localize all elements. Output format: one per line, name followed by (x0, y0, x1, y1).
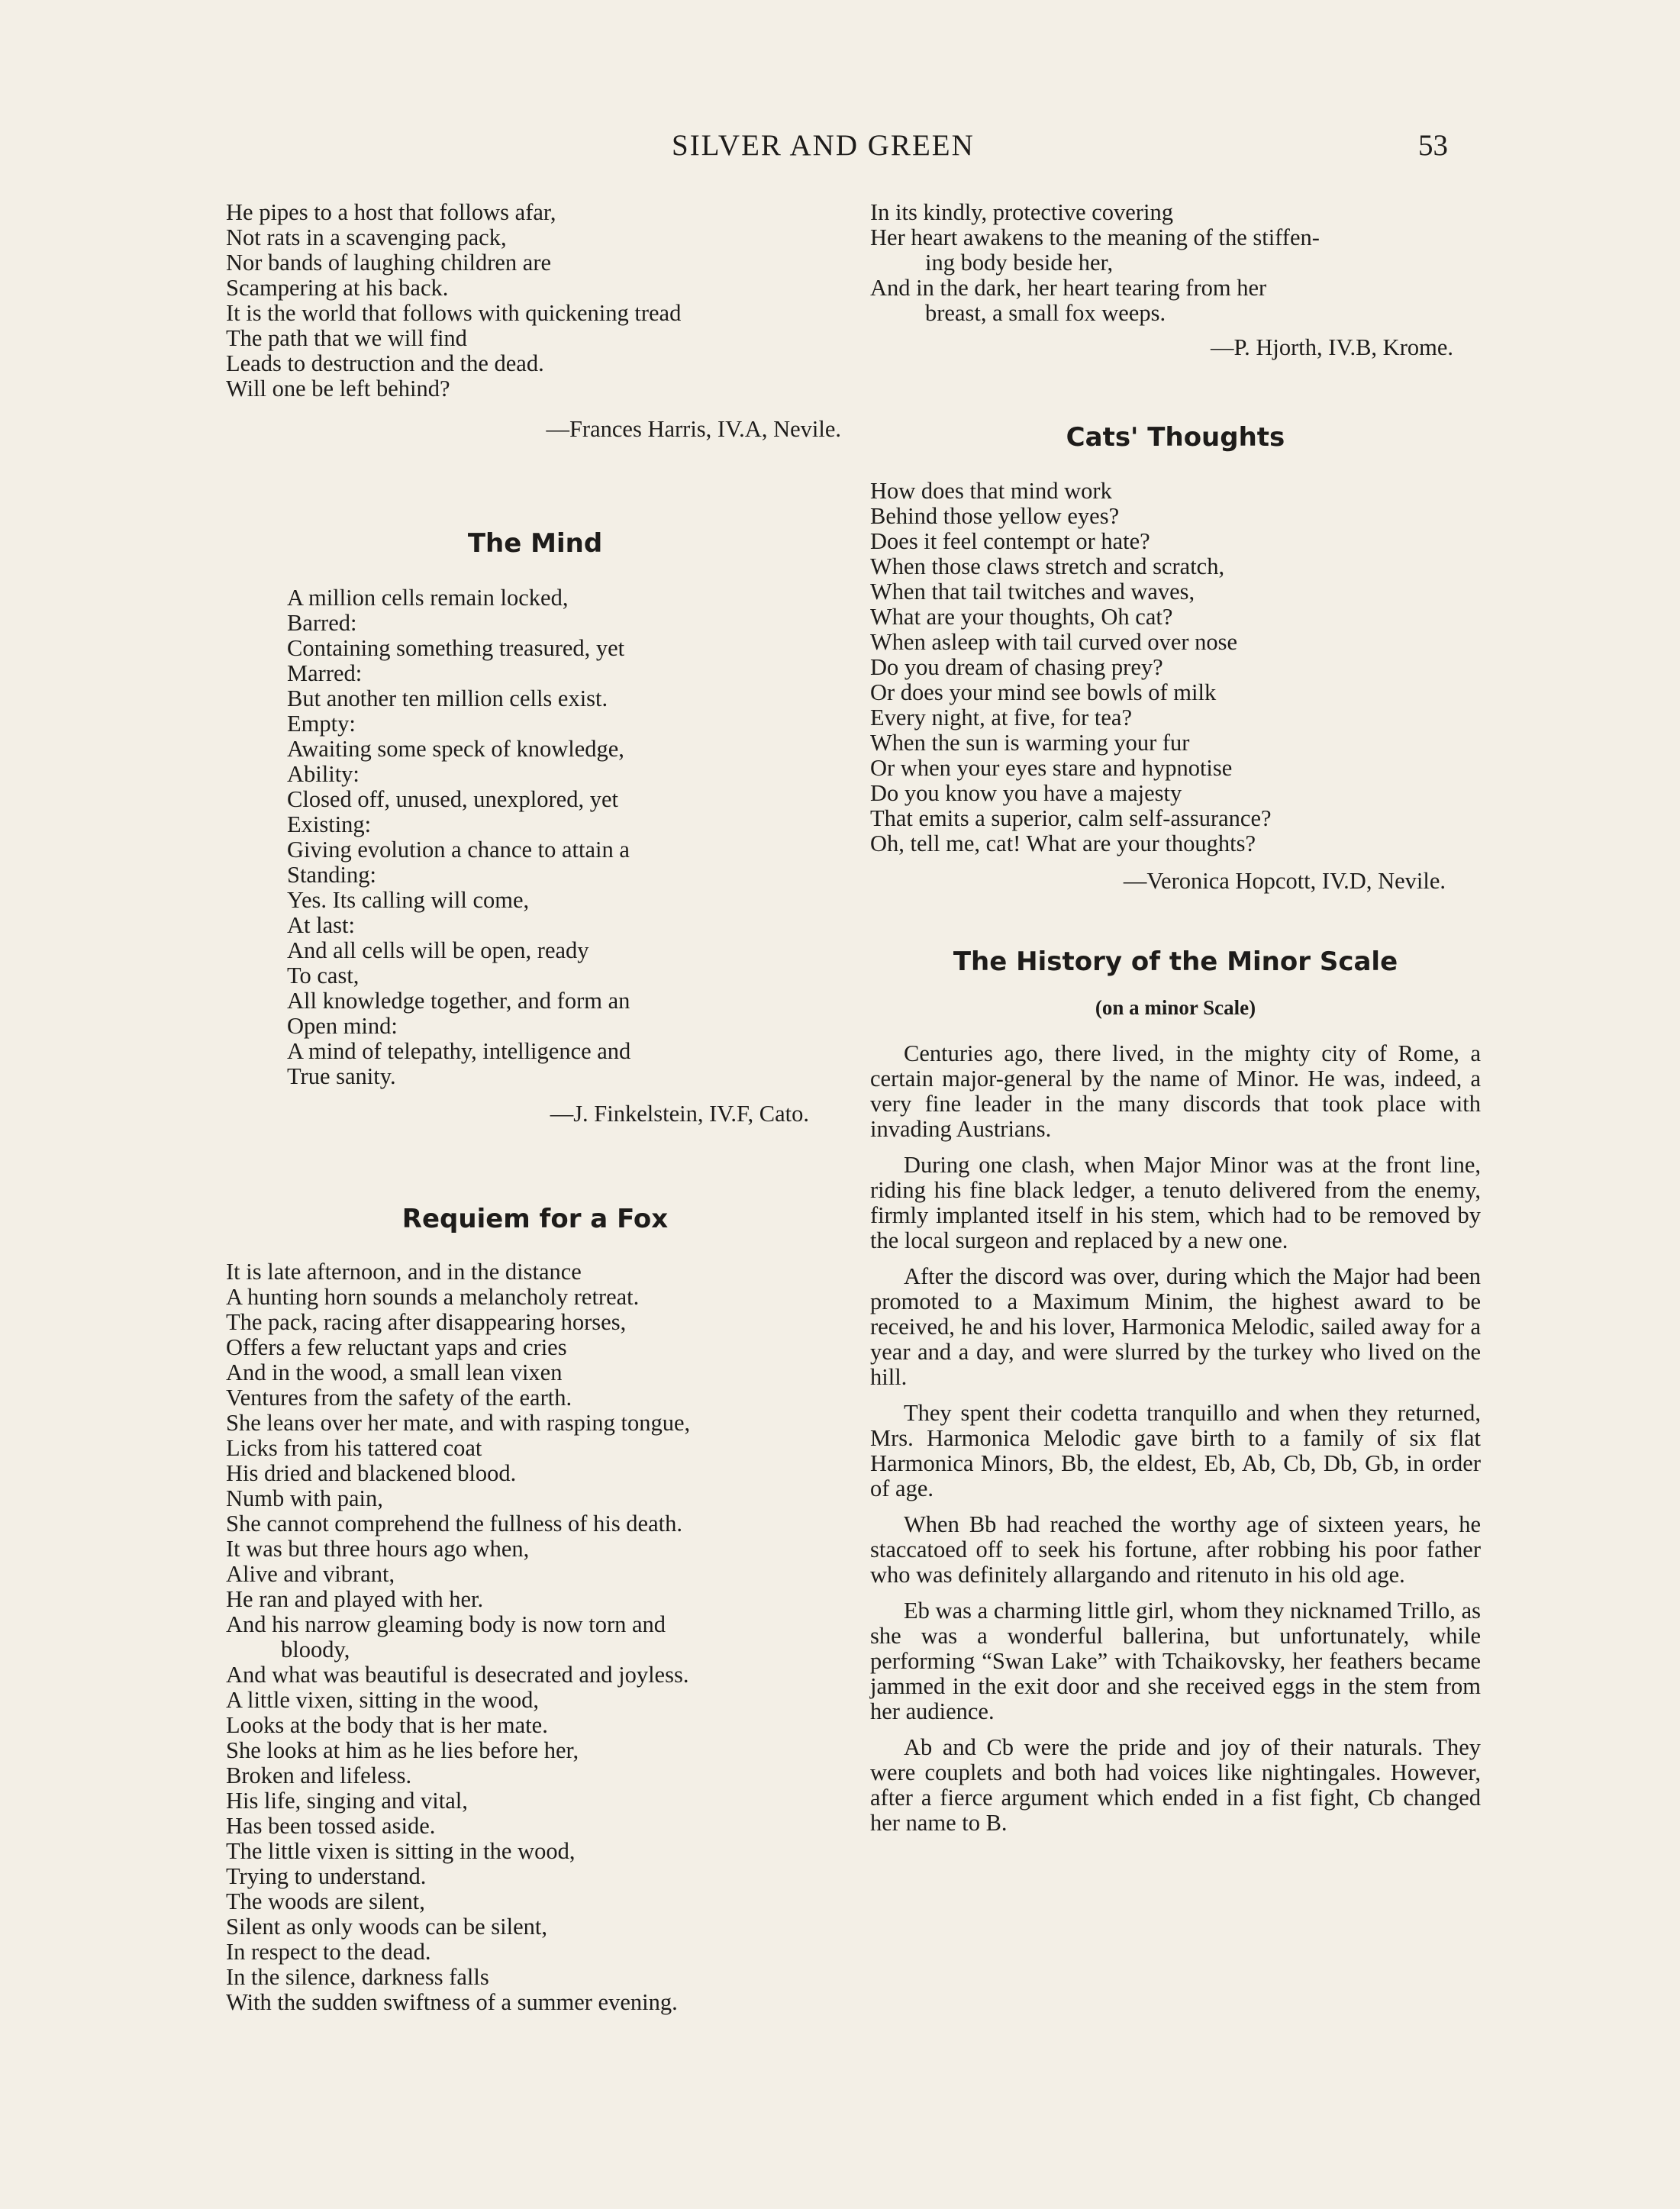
poem-line: She leans over her mate, and with rasping tongue, (226, 1410, 691, 1436)
poem-line: The path that we will find (226, 325, 467, 351)
poem-line: ing body beside her, (925, 250, 1114, 276)
poem-line: Trying to understand. (226, 1863, 427, 1889)
poem-line: Do you dream of chasing prey? (870, 654, 1163, 680)
poem-line: Yes. Its calling will come, (287, 887, 530, 913)
poem-line: Marred: (287, 660, 363, 686)
poem-line: And what was beautiful is desecrated and joyless. (226, 1662, 689, 1688)
story-subtitle: (on a minor Scale) (1095, 996, 1256, 1019)
poem-line: Giving evolution a chance to attain a (287, 837, 630, 863)
poem-line: Alive and vibrant, (226, 1561, 395, 1587)
poem-line: Awaiting some speck of knowledge, (287, 736, 624, 762)
poem-line: Behind those yellow eyes? (870, 503, 1120, 529)
poem-line: How does that mind work (870, 478, 1112, 504)
poem-line: Or does your mind see bowls of milk (870, 679, 1217, 705)
poem-line: Every night, at five, for tea? (870, 705, 1132, 730)
poem-line: All knowledge together, and form an (287, 988, 630, 1014)
poem-line: At last: (287, 912, 355, 938)
poem-line: It is late afternoon, and in the distance (226, 1259, 582, 1285)
poem-line: Ventures from the safety of the earth. (226, 1385, 572, 1411)
story-paragraph: When Bb had reached the worthy age of sixteen years, he staccatoed off to seek his fortune, after robbing his poor father who was definitely allargando and ritenuto in his old age. (870, 1511, 1481, 1588)
poem-line: Scampering at his back. (226, 275, 449, 301)
poem-line: It was but three hours ago when, (226, 1536, 530, 1562)
poem-title-requiem: Requiem for a Fox (401, 1204, 669, 1234)
poem-line: Nor bands of laughing children are (226, 250, 552, 276)
poem-line: His dried and blackened blood. (226, 1460, 517, 1486)
poem-line: Offers a few reluctant yaps and cries (226, 1334, 567, 1360)
poem-the-mind (287, 585, 821, 1127)
poem-author: —P. Hjorth, IV.B, Krome. (1210, 334, 1453, 360)
poem-line: When that tail twitches and waves, (870, 579, 1195, 605)
poem-line: Has been tossed aside. (226, 1813, 436, 1839)
page-number: 53 (1418, 129, 1448, 162)
poem-line: When the sun is warming your fur (870, 730, 1190, 756)
poem-line: When those claws stretch and scratch, (870, 553, 1225, 579)
poem-line: A little vixen, sitting in the wood, (226, 1687, 540, 1713)
poem-line: In its kindly, protective covering (870, 199, 1173, 225)
poem-line: Closed off, unused, unexplored, yet (287, 786, 618, 812)
poem-line: Silent as only woods can be silent, (226, 1914, 548, 1940)
poem-line: And in the wood, a small lean vixen (226, 1359, 563, 1385)
poem-line: Standing: (287, 862, 376, 888)
poem-line: Leads to destruction and the dead. (226, 350, 544, 376)
poem-line: Her heart awakens to the meaning of the stiffen- (870, 224, 1320, 250)
poem-line: With the sudden swiftness of a summer evening. (226, 1989, 678, 2015)
poem-line: A hunting horn sounds a melancholy retreat. (226, 1284, 640, 1310)
poem-line: She looks at him as he lies before her, (226, 1737, 579, 1763)
poem-line: Or when your eyes stare and hypnotise (870, 755, 1233, 781)
poem-line: A million cells remain locked, (287, 585, 569, 611)
poem-line: Existing: (287, 811, 372, 837)
poem-line: It is the world that follows with quickening tread (226, 300, 682, 326)
poem-pied-piper (226, 200, 844, 442)
poem-line: Barred: (287, 610, 357, 636)
poem-line: That emits a superior, calm self-assurance? (870, 805, 1272, 831)
poem-line: When asleep with tail curved over nose (870, 629, 1238, 655)
story-title-minor-scale: The History of the Minor Scale (953, 946, 1398, 977)
poem-line: And in the dark, her heart tearing from her (870, 275, 1267, 301)
poem-line: Licks from his tattered coat (226, 1435, 482, 1461)
poem-line: Looks at the body that is her mate. (226, 1712, 548, 1738)
running-head: SILVER AND GREEN (672, 129, 975, 162)
story-paragraph: They spent their codetta tranquillo and when they returned, Mrs. Harmonica Melodic gave birth to a family of six flat Harmonica Minors, Bb, the eldest, Eb, Ab, Cb, Db, Gb, in order of age. (870, 1400, 1481, 1501)
poem-author: —Veronica Hopcott, IV.D, Nevile. (1123, 868, 1446, 894)
poem-line: What are your thoughts, Oh cat? (870, 604, 1173, 630)
poem-line: Empty: (287, 711, 356, 737)
poem-line: A mind of telepathy, intelligence and (287, 1038, 631, 1064)
poem-line: And his narrow gleaming body is now torn and (226, 1611, 666, 1637)
poem-line: Numb with pain, (226, 1485, 383, 1511)
poem-requiem (226, 1259, 844, 2015)
poem-line: breast, a small fox weeps. (925, 300, 1166, 326)
poem-requiem-continued (870, 200, 1481, 360)
poem-line: bloody, (281, 1637, 350, 1662)
poem-line: Open mind: (287, 1013, 398, 1039)
poem-line: He pipes to a host that follows afar, (226, 199, 556, 225)
poem-line: But another ten million cells exist. (287, 685, 608, 711)
poem-line: In respect to the dead. (226, 1939, 431, 1965)
poem-line: He ran and played with her. (226, 1586, 484, 1612)
story-paragraph: During one clash, when Major Minor was at the front line, riding his fine black ledger, a tenuto delivered from the enemy, firmly implanted itself in his stem, which had to be removed by the local surgeon and replaced by a new one. (870, 1152, 1481, 1253)
poem-line: Does it feel contempt or hate? (870, 528, 1150, 554)
poem-line: Do you know you have a majesty (870, 780, 1182, 806)
poem-line: Broken and lifeless. (226, 1762, 412, 1788)
story-paragraph: Centuries ago, there lived, in the mighty city of Rome, a certain major-general by the name of Minor. He was, indeed, a very fine leader in the many discords that took place with invading Austrians. (870, 1040, 1481, 1142)
poem-line: Oh, tell me, cat! What are your thoughts? (870, 830, 1256, 856)
poem-title-cats-thoughts: Cats' Thoughts (1066, 422, 1285, 453)
story-minor-scale (870, 1041, 1481, 1846)
story-paragraph: Eb was a charming little girl, whom they nicknamed Trillo, as she was a wonderful ballerina, but unfortunately, while performing “Swan Lake” with Tchaikovsky, her feathers became jammed in the exit door and she received eggs in the stem from her audience. (870, 1598, 1481, 1724)
poem-line: Containing something treasured, yet (287, 635, 625, 661)
poem-line: To cast, (287, 963, 360, 988)
poem-cats-thoughts (870, 479, 1481, 894)
poem-title-the-mind: The Mind (467, 528, 603, 559)
poem-line: Will one be left behind? (226, 376, 450, 401)
poem-line: The pack, racing after disappearing horses, (226, 1309, 627, 1335)
poem-line: In the silence, darkness falls (226, 1964, 489, 1990)
poem-line: The little vixen is sitting in the wood, (226, 1838, 576, 1864)
poem-line: True sanity. (287, 1063, 396, 1089)
poem-line: And all cells will be open, ready (287, 937, 589, 963)
poem-author: —Frances Harris, IV.A, Nevile. (546, 416, 841, 442)
story-paragraph: Ab and Cb were the pride and joy of their naturals. They were couplets and both had voices like nightingales. However, after a fierce argument which ended in a fist fight, Cb changed her name to B. (870, 1734, 1481, 1836)
poem-line: She cannot comprehend the fullness of his death. (226, 1511, 682, 1537)
poem-author: —J. Finkelstein, IV.F, Cato. (550, 1101, 809, 1127)
story-paragraph: After the discord was over, during which the Major had been promoted to a Maximum Minim, the highest award to be received, he and his lover, Harmonica Melodic, sailed away for a year and a day, and were slurred by the turkey who lived on the hill. (870, 1263, 1481, 1390)
poem-line: Not rats in a scavenging pack, (226, 224, 507, 250)
poem-line: The woods are silent, (226, 1888, 425, 1914)
poem-line: Ability: (287, 761, 360, 787)
poem-line: His life, singing and vital, (226, 1788, 468, 1814)
